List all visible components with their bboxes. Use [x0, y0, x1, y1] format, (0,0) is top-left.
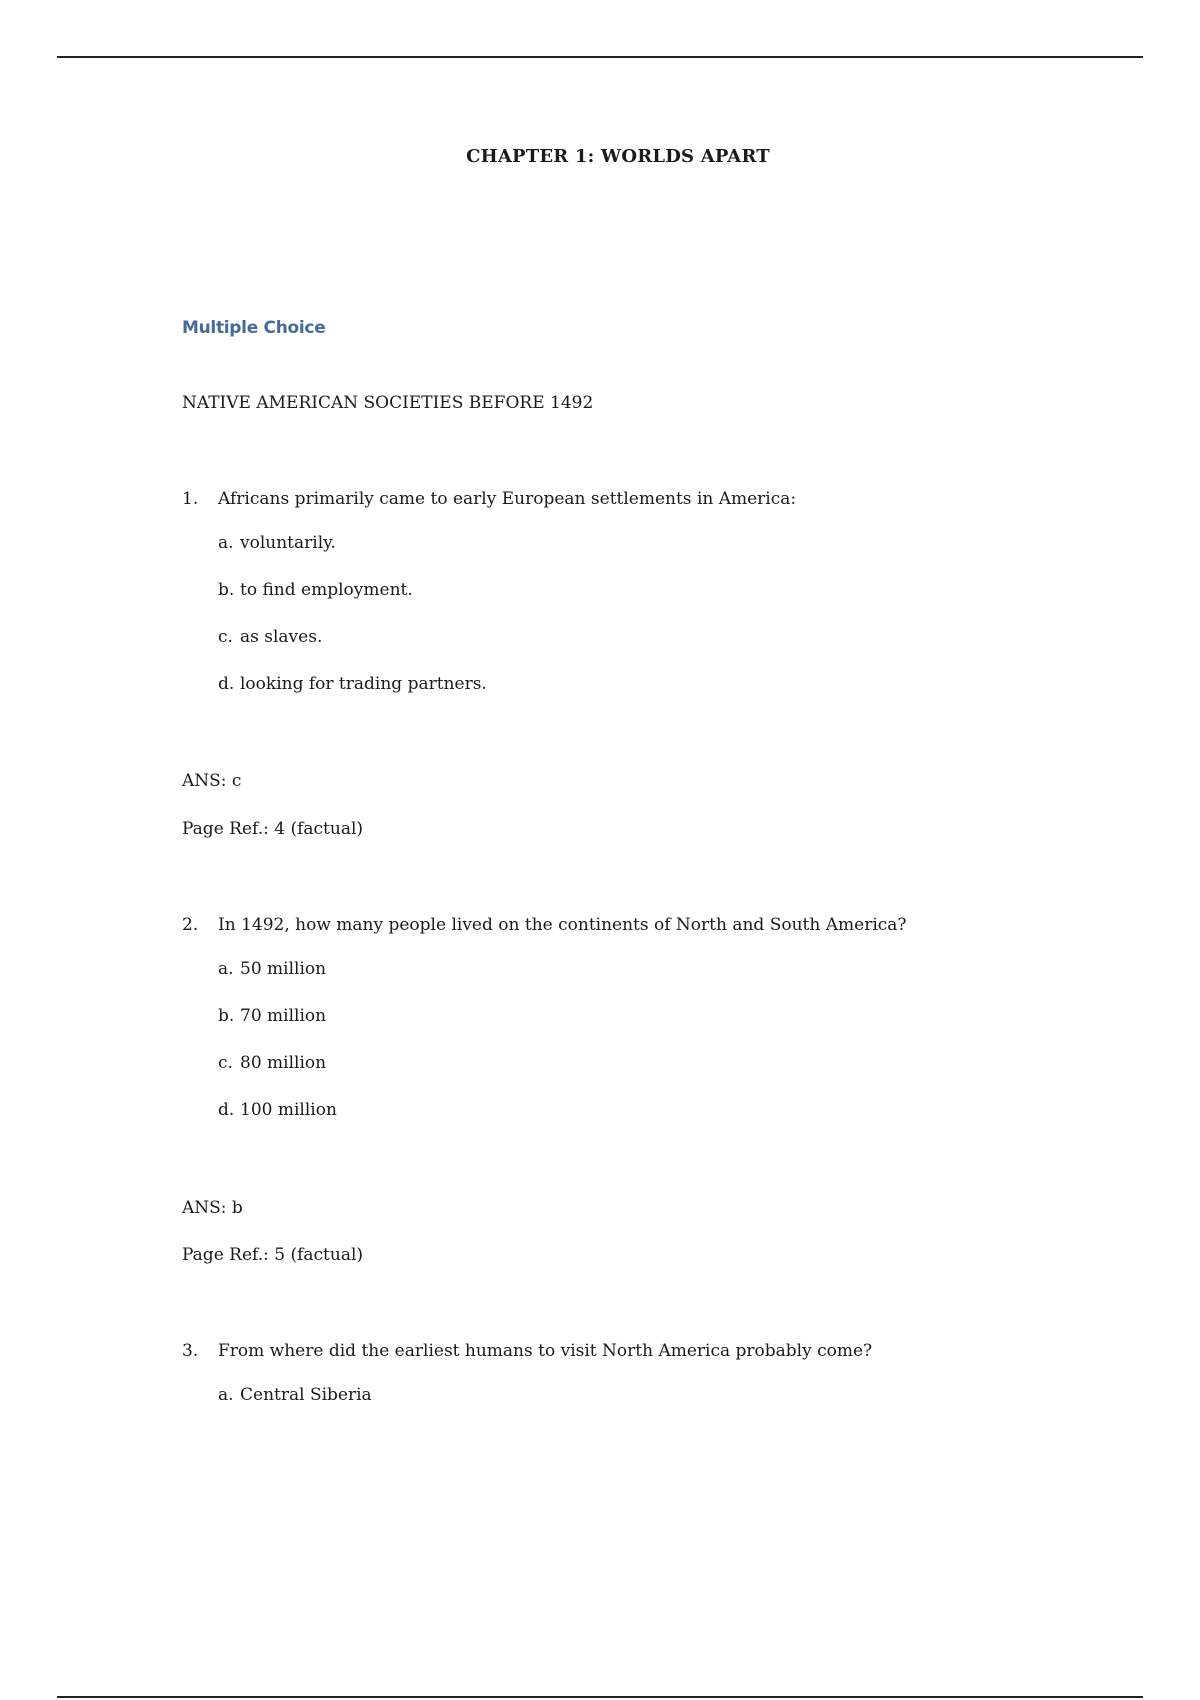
option-c	[218, 1051, 907, 1075]
option-text: 80 million	[240, 1053, 327, 1073]
option-text: to find employment.	[240, 580, 413, 600]
option-b	[218, 1004, 907, 1028]
question-number: 3.	[182, 1341, 199, 1361]
option-b	[218, 578, 796, 602]
page-ref-2: Page Ref.: 5 (factual)	[182, 1245, 364, 1265]
answer-1: ANS: c	[182, 771, 242, 791]
option-a	[218, 1383, 872, 1407]
question-number: 1.	[182, 489, 199, 509]
option-letter: c.	[218, 1053, 233, 1073]
question-2	[182, 913, 907, 1122]
question-text: Africans primarily came to early European settlements in America:	[218, 489, 797, 509]
bottom-rule	[57, 1696, 1143, 1698]
option-letter: b.	[218, 580, 235, 600]
question-stem	[182, 913, 907, 937]
option-letter: d.	[218, 674, 235, 694]
option-a	[218, 531, 796, 555]
subsection-heading: NATIVE AMERICAN SOCIETIES BEFORE 1492	[182, 393, 594, 413]
option-list	[218, 957, 907, 1122]
option-d	[218, 1098, 907, 1122]
option-text: 100 million	[240, 1100, 337, 1120]
option-list	[218, 1383, 872, 1407]
option-text: as slaves.	[240, 627, 323, 647]
option-letter: b.	[218, 1006, 235, 1026]
section-heading: Multiple Choice	[182, 318, 326, 338]
question-stem	[182, 487, 796, 511]
chapter-title: CHAPTER 1: WORLDS APART	[466, 146, 770, 167]
option-letter: a.	[218, 533, 234, 553]
option-letter: c.	[218, 627, 233, 647]
option-list	[218, 531, 796, 696]
option-letter: d.	[218, 1100, 235, 1120]
question-stem	[182, 1339, 872, 1363]
question-1	[182, 487, 796, 696]
option-a	[218, 957, 907, 981]
question-text: In 1492, how many people lived on the continents of North and South America?	[218, 915, 907, 935]
option-letter: a.	[218, 1385, 234, 1405]
question-3	[182, 1339, 872, 1407]
option-text: Central Siberia	[240, 1385, 372, 1405]
option-letter: a.	[218, 959, 234, 979]
option-c	[218, 625, 796, 649]
top-rule	[57, 56, 1143, 58]
question-number: 2.	[182, 915, 199, 935]
option-text: voluntarily.	[240, 533, 336, 553]
question-text: From where did the earliest humans to visit North America probably come?	[218, 1341, 873, 1361]
option-text: 70 million	[240, 1006, 327, 1026]
option-text: looking for trading partners.	[240, 674, 487, 694]
option-text: 50 million	[240, 959, 327, 979]
answer-2: ANS: b	[182, 1198, 243, 1218]
option-d	[218, 672, 796, 696]
page-ref-1: Page Ref.: 4 (factual)	[182, 819, 364, 839]
